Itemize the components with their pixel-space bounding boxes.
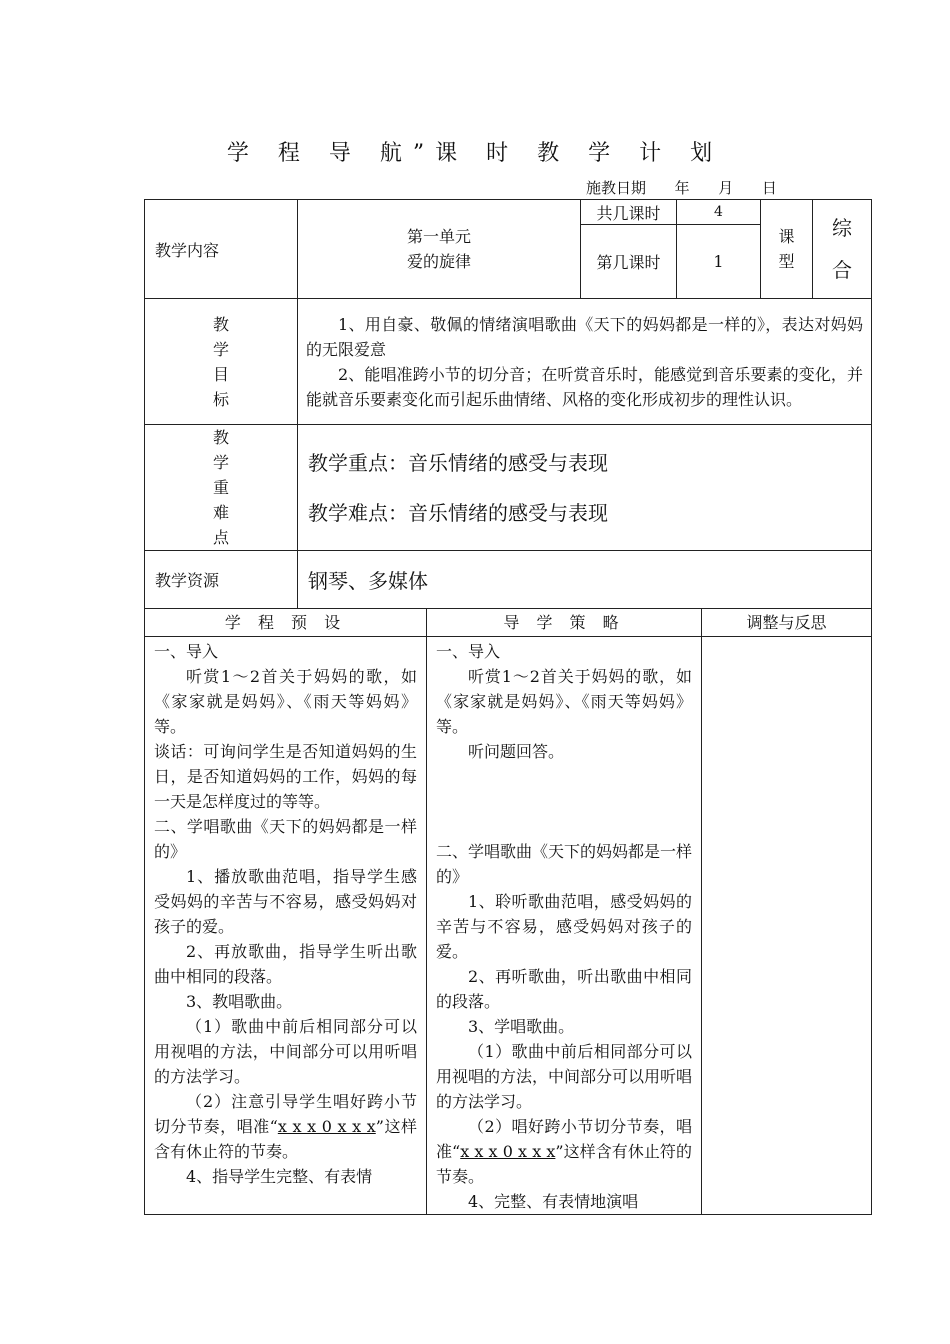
preset-text: 1、播放歌曲范唱，指导学生感受妈妈的辛苦与不容易，感受妈妈对孩子的爱。 xyxy=(154,867,417,936)
strategy-text: （2）唱好跨小节切分节奏，唱准“x x x 0 x x x”这样含有休止符的节奏。 xyxy=(436,1117,692,1186)
rhythm-notation: x x x 0 x x x xyxy=(460,1142,556,1161)
unit-name: 第一单元 xyxy=(406,227,471,246)
resources-label: 教学资源 xyxy=(145,551,298,609)
reflection-column xyxy=(702,637,872,1215)
teaching-focus: 教学重点：音乐情绪的感受与表现 xyxy=(308,450,608,475)
strategy-text: 2、再听歌曲，听出歌曲中相同的段落。 xyxy=(436,967,692,1011)
objectives-content xyxy=(298,299,872,425)
type-label: 课 型 xyxy=(761,200,813,299)
preset-text: 听赏1～2首关于妈妈的歌，如《家家就是妈妈》、《雨天等妈妈》等。 xyxy=(154,667,417,736)
strategy-text: 听问题回答。 xyxy=(468,742,565,761)
type-value: 综 合 xyxy=(813,200,872,299)
preset-text: 4、指导学生完整、有表情 xyxy=(186,1167,373,1186)
col-header-strategy: 导 学 策 略 xyxy=(427,609,702,637)
lesson-title-cell xyxy=(298,200,581,299)
page-title: 学 程 导 航”课 时 教 学 计 划 xyxy=(226,141,724,166)
keypoints-content xyxy=(298,425,872,551)
objective-2: 2、能唱准跨小节的切分音；在听赏音乐时，能感觉到音乐要素的变化，并能就音乐要素变化而引起乐曲情绪、风格的变化形成初步的理性认识。 xyxy=(306,364,863,409)
preset-column xyxy=(145,637,427,1215)
rhythm-notation: x x x 0 x x x xyxy=(277,1117,376,1136)
col-header-reflection: 调整与反思 xyxy=(702,609,872,637)
preset-text: 谈话：可询问学生是否知道妈妈的生日，是否知道妈妈的工作，妈妈的每一天是怎样度过的等等。 xyxy=(154,742,417,811)
total-hours-value: 4 xyxy=(677,200,761,225)
resources-value: 钢琴、多媒体 xyxy=(298,551,872,609)
strategy-section-1: 一、导入 xyxy=(436,642,501,661)
total-hours-label: 共几课时 xyxy=(581,200,677,225)
strategy-column xyxy=(427,637,702,1215)
strategy-text: 4、完整、有表情地演唱 xyxy=(468,1192,639,1211)
which-hour-label: 第几课时 xyxy=(581,225,677,299)
objectives-label: 教 学 目 标 xyxy=(145,299,298,425)
lesson-info-table xyxy=(144,199,872,609)
preset-section-1: 一、导入 xyxy=(154,642,219,661)
strategy-text: 1、聆听歌曲范唱，感受妈妈的辛苦与不容易，感受妈妈对孩子的爱。 xyxy=(436,892,692,961)
col-header-preset: 学 程 预 设 xyxy=(145,609,427,637)
which-hour-value: 1 xyxy=(677,225,761,299)
teaching-date-line: 施教日期 年 月 日 xyxy=(586,179,777,197)
lesson-name: 爱的旋律 xyxy=(406,252,471,271)
strategy-text: （1）歌曲中前后相同部分可以用视唱的方法，中间部分可以用听唱的方法学习。 xyxy=(436,1042,693,1111)
content-label: 教学内容 xyxy=(145,200,298,299)
preset-text: （2）注意引导学生唱好跨小节切分节奏，唱准“x x x 0 x x x”这样含有休止符的节奏。 xyxy=(154,1092,417,1161)
preset-text: 3、教唱歌曲。 xyxy=(186,992,293,1011)
objective-1: 1、用自豪、敬佩的情绪演唱歌曲《天下的妈妈都是一样的》，表达对妈妈的无限爱意 xyxy=(306,314,863,359)
strategy-text: 听赏1～2首关于妈妈的歌，如《家家就是妈妈》、《雨天等妈妈》等。 xyxy=(436,667,692,736)
teaching-difficulty: 教学难点：音乐情绪的感受与表现 xyxy=(308,500,608,525)
process-table xyxy=(144,608,872,1215)
strategy-section-2: 二、学唱歌曲《天下的妈妈都是一样的》 xyxy=(436,842,693,886)
preset-text: 2、再放歌曲，指导学生听出歌曲中相同的段落。 xyxy=(154,942,417,986)
strategy-text: 3、学唱歌曲。 xyxy=(468,1017,575,1036)
preset-section-2: 二、学唱歌曲《天下的妈妈都是一样的》 xyxy=(154,817,417,861)
keypoints-label: 教 学 重 难 点 xyxy=(145,425,298,551)
preset-text: （1）歌曲中前后相同部分可以用视唱的方法，中间部分可以用听唱的方法学习。 xyxy=(154,1017,417,1086)
